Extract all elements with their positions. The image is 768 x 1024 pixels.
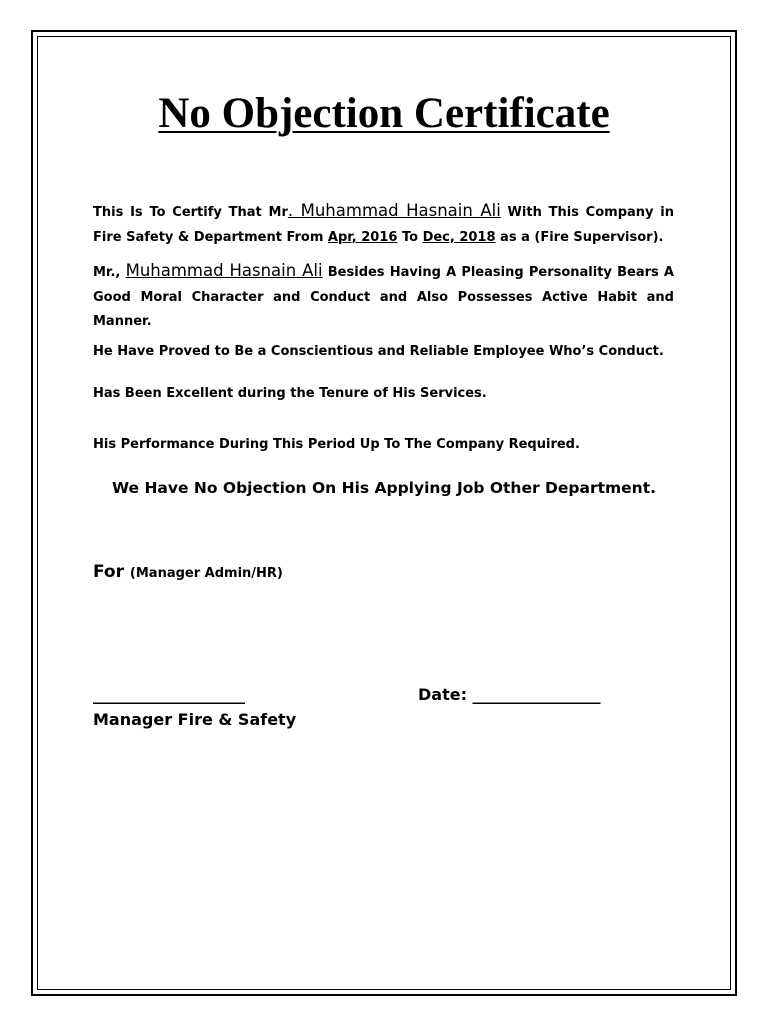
- performance-paragraph: His Performance During This Period Up To The Company Required.: [93, 437, 580, 452]
- certificate-title: No Objection Certificate: [158, 90, 610, 137]
- certification-text-start: This Is To Certify That Mr: [93, 205, 288, 220]
- start-date: Apr, 2016: [327, 229, 398, 245]
- for-label: For: [93, 562, 124, 582]
- no-objection-statement: We Have No Objection On His Applying Job Other Department.: [111, 479, 657, 497]
- conduct-paragraph: He Have Proved to Be a Conscientious and Reliable Employee Who’s Conduct.: [93, 344, 664, 359]
- for-role: (Manager Admin/HR): [129, 566, 283, 581]
- character-prefix: Mr.,: [93, 265, 126, 280]
- tenure-paragraph: Has Been Excellent during the Tenure of His Services.: [93, 386, 487, 401]
- certification-text-end: as a (Fire Supervisor).: [495, 229, 664, 245]
- end-date: Dec, 2018: [422, 229, 496, 245]
- signature-line: ___________________: [93, 685, 245, 704]
- employee-name-repeat: Muhammad Hasnain Ali: [125, 261, 323, 280]
- certification-text-middle: With This Company in Fire Safety & Department From: [93, 205, 674, 245]
- inner-page-border: [37, 36, 731, 990]
- for-line: [93, 559, 283, 587]
- employee-name: . Muhammad Hasnain Ali: [287, 201, 501, 220]
- signatory-title: Manager Fire & Safety: [93, 710, 297, 729]
- date-field: Date: ________________: [418, 685, 601, 704]
- character-text: Besides Having A Pleasing Personality Bears A Good Moral Character and Conduct and Also Possesses Active Habit and Manner.: [93, 265, 674, 329]
- certification-paragraph: [93, 199, 674, 250]
- certification-text-to: To: [397, 229, 423, 245]
- character-paragraph: [93, 259, 674, 335]
